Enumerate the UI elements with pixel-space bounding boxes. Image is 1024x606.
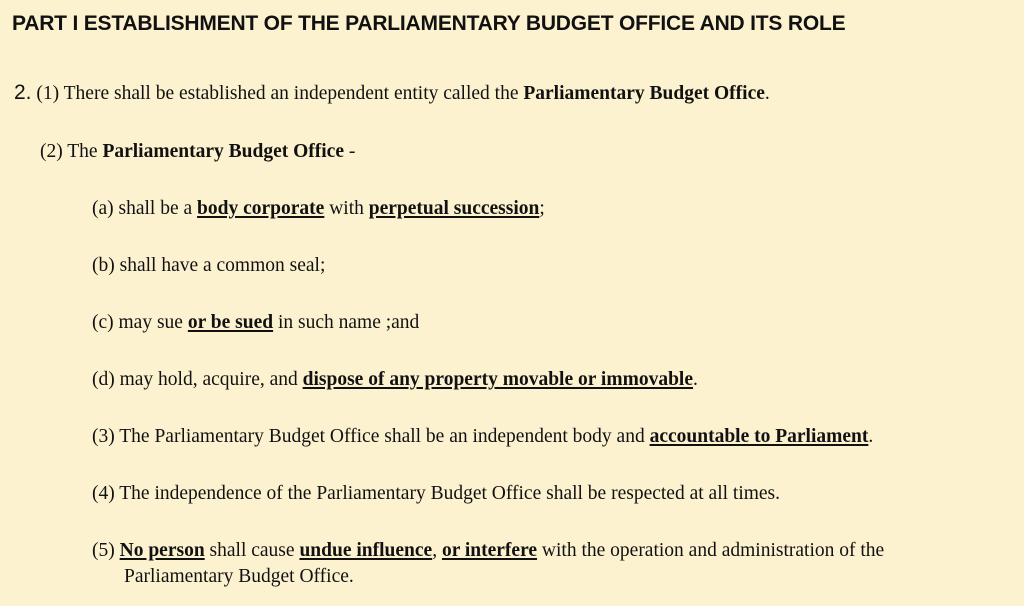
subsection-5-term-2: undue influence — [299, 540, 433, 561]
subsection-3 — [92, 424, 873, 450]
subsection-2-suffix: - — [343, 141, 356, 162]
paragraph-a-suffix: ; — [539, 198, 545, 219]
subsection-5-mid-2: , — [432, 540, 442, 561]
subsection-5-continuation-text: Parliamentary Budget Office. — [124, 566, 354, 587]
paragraph-c-term: or be sued — [187, 312, 274, 333]
paragraph-a — [92, 196, 545, 222]
subsection-2 — [40, 139, 355, 165]
paragraph-a-prefix: (a) shall be a — [92, 198, 198, 219]
paragraph-c — [92, 310, 419, 336]
subsection-5-mid-1: shall cause — [204, 540, 300, 561]
paragraph-a-mid: with — [324, 198, 369, 219]
subsection-1-bold: Parliamentary Budget Office — [523, 83, 765, 104]
subsection-4 — [92, 481, 780, 507]
subsection-5 — [92, 538, 884, 564]
section-number: 2. — [14, 81, 32, 104]
paragraph-c-suffix: in such name ;and — [273, 312, 420, 333]
paragraph-d-prefix: (d) may hold, acquire, and — [92, 369, 303, 390]
subsection-5-term-3: or interfere — [441, 540, 538, 561]
paragraph-d-term: dispose of any property movable or immovable — [302, 369, 694, 390]
subsection-4-text: (4) The independence of the Parliamentary Budget Office shall be respected at all times. — [92, 483, 781, 504]
paragraph-b — [92, 253, 325, 279]
subsection-3-term: accountable to Parliament — [649, 426, 869, 447]
subsection-2-prefix: (2) The — [40, 141, 103, 162]
paragraph-b-text: (b) shall have a common seal; — [92, 255, 326, 276]
subsection-2-bold: Parliamentary Budget Office — [102, 141, 344, 162]
part-heading: PART I ESTABLISHMENT OF THE PARLIAMENTARY BUDGET OFFICE AND ITS ROLE — [12, 12, 846, 35]
subsection-1-suffix: . — [764, 83, 770, 104]
subsection-3-prefix: (3) The Parliamentary Budget Office shall be an independent body and — [92, 426, 650, 447]
subsection-5-suffix: with the operation and administration of the — [537, 540, 885, 561]
paragraph-c-prefix: (c) may sue — [92, 312, 188, 333]
paragraph-d — [92, 367, 698, 393]
subsection-1-prefix: (1) There shall be established an independent entity called the — [36, 83, 524, 104]
paragraph-d-suffix: . — [693, 369, 698, 390]
paragraph-a-term-1: body corporate — [197, 198, 325, 219]
subsection-5-continuation — [124, 564, 354, 590]
subsection-5-prefix: (5) — [92, 540, 120, 561]
subsection-1 — [14, 80, 770, 107]
paragraph-a-term-2: perpetual succession — [368, 198, 540, 219]
subsection-5-term-1: No person — [119, 540, 205, 561]
subsection-3-suffix: . — [868, 426, 874, 447]
